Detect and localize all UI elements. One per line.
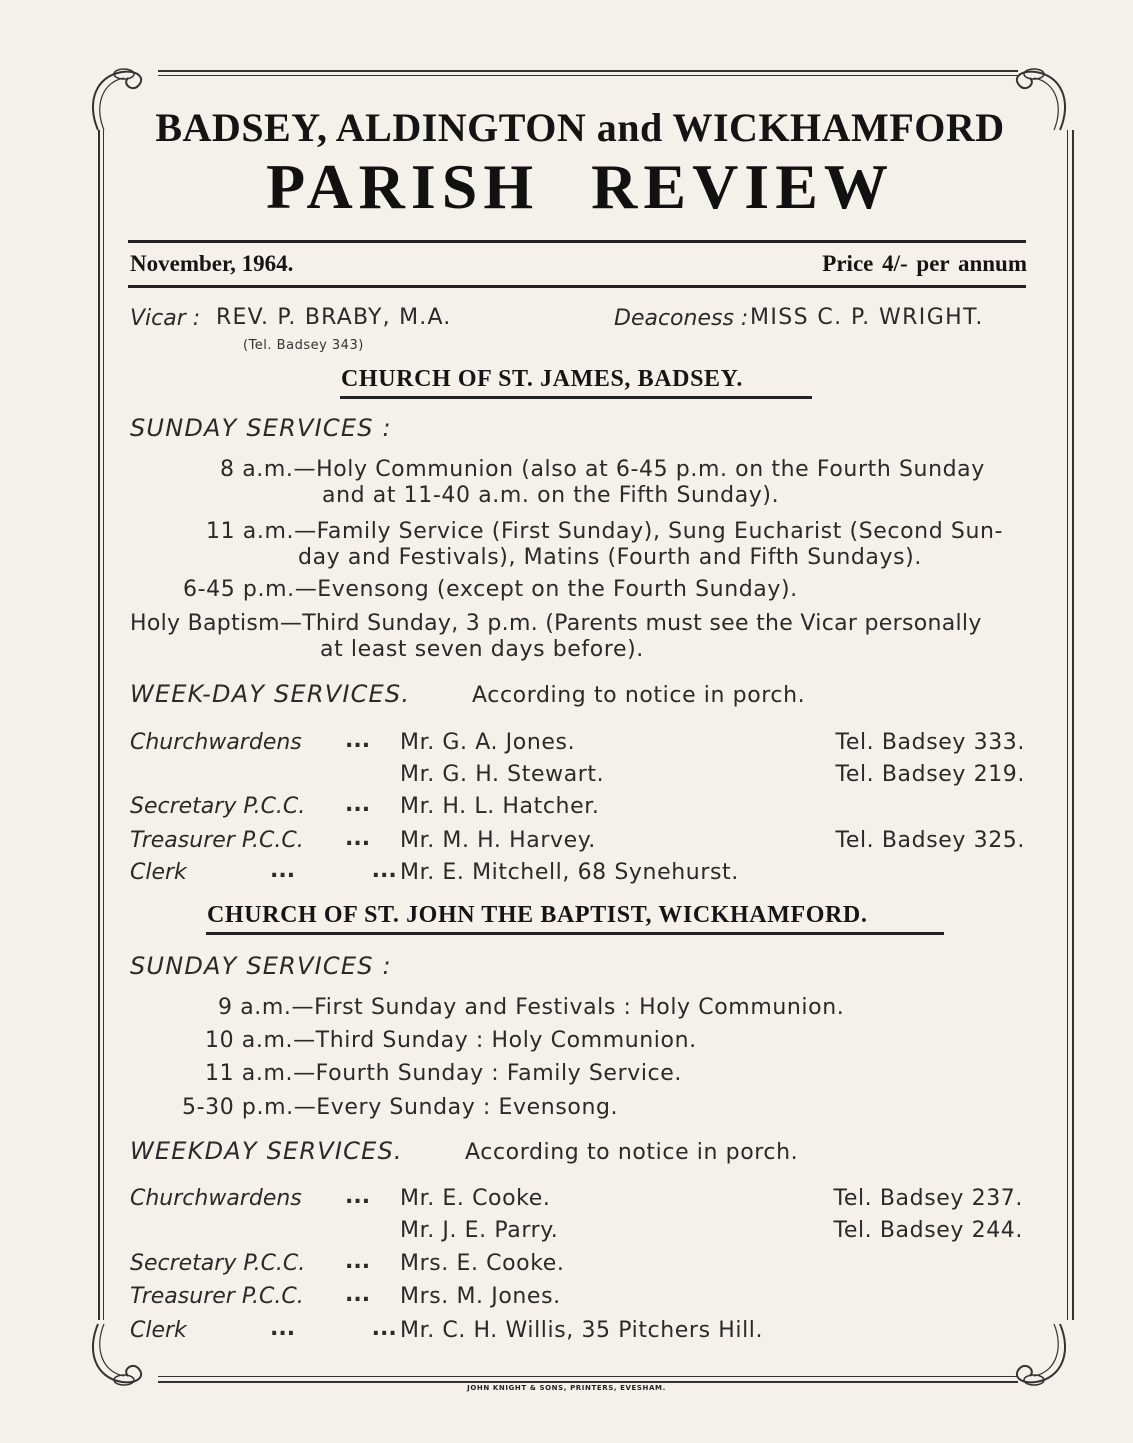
wickhamford-heading-underline (206, 932, 944, 935)
officer-dots: ... ... (270, 858, 397, 883)
wickhamford-service-line: 9 a.m.—First Sunday and Festivals : Holy Communion. (218, 995, 845, 1020)
badsey-service-line: and at 11-40 a.m. on the Fifth Sunday). (322, 483, 780, 508)
vicar-label: Vicar : (130, 306, 201, 331)
issue-date: November, 1964. (130, 251, 294, 276)
officer-dots: ... (345, 1184, 371, 1209)
badsey-service-line: 11 a.m.—Family Service (First Sunday), Sung Eucharist (Second Sun- (206, 519, 1004, 544)
officer-tel: Tel. Badsey 219. (835, 762, 1025, 787)
officer-role: Treasurer P.C.C. (130, 828, 304, 853)
printer-imprint: JOHN KNIGHT & SONS, PRINTERS, EVESHAM. (467, 1384, 666, 1392)
officer-role: Clerk (130, 1318, 187, 1343)
badsey-service-line: 6-45 p.m.—Evensong (except on the Fourth Sunday). (183, 577, 798, 602)
badsey-service-line: day and Festivals), Matins (Fourth and Fifth Sundays). (298, 545, 922, 570)
page-title: PARISH REVIEW (266, 151, 894, 222)
badsey-weekday-heading: WEEK-DAY SERVICES. (130, 680, 411, 708)
badsey-service-line: at least seven days before). (320, 637, 644, 662)
badsey-service-line: Holy Baptism—Third Sunday, 3 p.m. (Parents must see the Vicar personally (130, 611, 982, 636)
badsey-heading-underline (340, 396, 812, 399)
price-label: Price 4/- per annum (822, 251, 1027, 276)
wickhamford-church-heading: CHURCH OF ST. JOHN THE BAPTIST, WICKHAMFORD. (207, 902, 868, 928)
vicar-tel: (Tel. Badsey 343) (243, 338, 364, 353)
masthead-rule-top (128, 240, 1026, 243)
officer-name: Mr. G. A. Jones. (400, 730, 576, 755)
masthead-title: BADSEY, ALDINGTON and WICKHAMFORD (155, 105, 1005, 150)
officer-dots: ... (345, 1282, 371, 1307)
masthead-rule-bottom (128, 285, 1026, 288)
officer-name: Mrs. M. Jones. (400, 1284, 561, 1309)
officer-role: Churchwardens (130, 730, 302, 755)
badsey-weekday-text: According to notice in porch. (472, 683, 806, 708)
officer-role: Secretary P.C.C. (130, 794, 306, 819)
officer-name: Mr. C. H. Willis, 35 Pitchers Hill. (400, 1318, 764, 1343)
wickhamford-service-line: 10 a.m.—Third Sunday : Holy Communion. (205, 1028, 697, 1053)
wickhamford-service-line: 11 a.m.—Fourth Sunday : Family Service. (205, 1061, 682, 1086)
badsey-church-heading: CHURCH OF ST. JAMES, BADSEY. (341, 366, 743, 392)
officer-name: Mr. E. Cooke. (400, 1186, 551, 1211)
officer-name: Mr. H. L. Hatcher. (400, 794, 600, 819)
officer-name: Mrs. E. Cooke. (400, 1251, 565, 1276)
wickhamford-weekday-text: According to notice in porch. (465, 1140, 799, 1165)
wickhamford-service-line: 5-30 p.m.—Every Sunday : Evensong. (182, 1095, 619, 1120)
officer-role: Secretary P.C.C. (130, 1251, 306, 1276)
officer-tel: Tel. Badsey 244. (833, 1218, 1023, 1243)
wickhamford-weekday-heading: WEEKDAY SERVICES. (130, 1137, 403, 1165)
officer-dots: ... (345, 792, 371, 817)
deaconess-name: MISS C. P. WRIGHT. (750, 305, 984, 330)
badsey-service-line: 8 a.m.—Holy Communion (also at 6-45 p.m. on the Fourth Sunday (220, 457, 985, 482)
officer-dots: ... (345, 1249, 371, 1274)
wickhamford-sunday-heading: SUNDAY SERVICES : (130, 952, 392, 980)
ornament-bottom-right-icon (1010, 1322, 1080, 1392)
officer-tel: Tel. Badsey 325. (835, 828, 1025, 853)
officer-name: Mr. E. Mitchell, 68 Synehurst. (400, 860, 739, 885)
officer-role: Clerk (130, 860, 187, 885)
officer-tel: Tel. Badsey 333. (835, 730, 1025, 755)
officer-name: Mr. M. H. Harvey. (400, 828, 596, 853)
officer-name: Mr. G. H. Stewart. (400, 762, 605, 787)
officer-dots: ... ... (270, 1316, 397, 1341)
officer-role: Churchwardens (130, 1186, 302, 1211)
officer-name: Mr. J. E. Parry. (400, 1218, 559, 1243)
officer-dots: ... (345, 728, 371, 753)
officer-role: Treasurer P.C.C. (130, 1284, 304, 1309)
vicar-name: REV. P. BRABY, M.A. (216, 305, 452, 330)
deaconess-label: Deaconess : (614, 306, 749, 331)
badsey-sunday-heading: SUNDAY SERVICES : (130, 414, 392, 442)
officer-dots: ... (345, 826, 371, 851)
officer-tel: Tel. Badsey 237. (833, 1186, 1023, 1211)
